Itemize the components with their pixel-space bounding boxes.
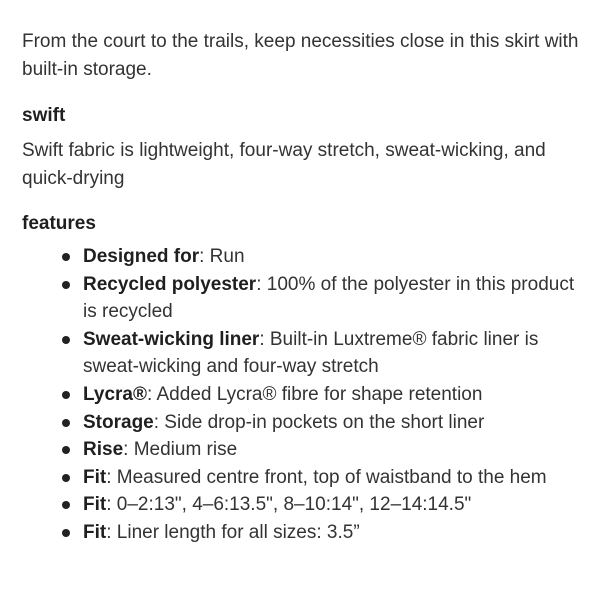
feature-term: Storage: [83, 411, 154, 433]
feature-desc: : Side drop-in pockets on the short liner: [153, 411, 485, 433]
feature-item: [62, 243, 580, 271]
feature-list: [22, 243, 580, 547]
bullet-icon: [62, 474, 70, 482]
feature-term: Sweat-wicking liner: [83, 328, 260, 350]
feature-desc: : Medium rise: [123, 439, 238, 461]
bullet-icon: [62, 529, 70, 537]
bullet-icon: [62, 446, 70, 454]
feature-item: [62, 381, 580, 409]
bullet-icon: [62, 419, 70, 427]
feature-desc: : Liner length for all sizes: 3.5”: [106, 521, 360, 543]
feature-desc: : Measured centre front, top of waistband to the hem: [106, 466, 547, 488]
feature-desc: : 100% of the polyester in this product is recycled: [83, 273, 575, 323]
feature-term: Fit: [83, 521, 107, 543]
intro-text: From the court to the trails, keep necessities close in this skirt with built-in storage.: [22, 31, 579, 80]
feature-term: Designed for: [83, 246, 200, 267]
bullet-icon: [62, 281, 70, 289]
feature-term: Rise: [83, 439, 124, 461]
bullet-icon: [62, 391, 70, 399]
feature-term: Fit: [83, 494, 107, 516]
feature-desc: : 0–2:13", 4–6:13.5", 8–10:14", 12–14:14.5": [106, 494, 472, 516]
feature-item: [62, 409, 580, 437]
bullet-icon: [62, 253, 70, 261]
bullet-icon: [62, 336, 70, 344]
feature-term: Recycled polyester: [83, 273, 257, 295]
feature-desc: : Added Lycra® fibre for shape retention: [147, 383, 483, 405]
swift-heading: swift: [22, 105, 66, 126]
bullet-icon: [62, 501, 70, 509]
feature-term: Fit: [83, 466, 107, 488]
swift-text: Swift fabric is lightweight, four-way stretch, sweat-wicking, and quick-drying: [22, 140, 546, 189]
feature-desc: : Built-in Luxtreme® fabric liner is sweat-wicking and four-way stretch: [83, 328, 539, 378]
feature-item: [62, 519, 580, 547]
feature-item: [62, 464, 580, 492]
feature-desc: : Run: [199, 246, 245, 267]
features-heading: features: [22, 213, 96, 234]
feature-item: [62, 326, 580, 381]
feature-item: [62, 436, 580, 464]
feature-item: [62, 271, 580, 326]
feature-item: [62, 491, 580, 519]
feature-term: Lycra®: [83, 383, 147, 405]
